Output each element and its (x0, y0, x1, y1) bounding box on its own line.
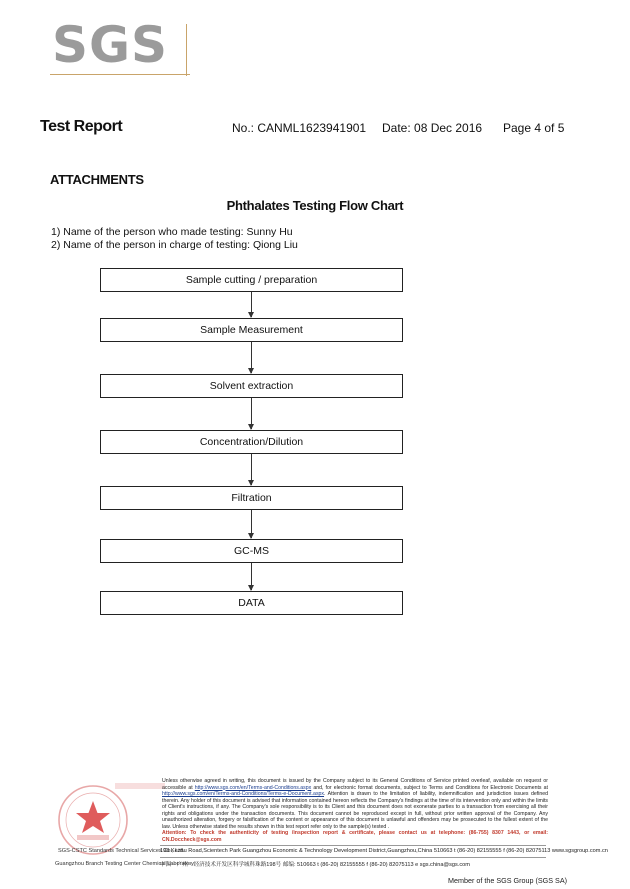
report-title: Test Report (40, 118, 123, 135)
disclaimer-part-1: Unless otherwise agreed in writing, this document is issued by the Company subject to its General Conditions of Service printed overleaf, available on request or accessible at (162, 778, 548, 791)
flow-arrow (251, 342, 252, 373)
footer-disclaimer (162, 778, 548, 843)
terms-link[interactable]: http://www.sgs.com/en/Terms-and-Conditions.aspx (194, 784, 312, 791)
e-document-terms-link[interactable]: http://www.sgs.com/en/Terms-and-Conditions/Terms-e-Document.aspx (162, 791, 325, 797)
flow-arrow (251, 398, 252, 429)
disclaimer-part-3: . Attention is drawn to the limitation of liability, indemnification and jurisdiction issues defined therein. Any holder of this document is advised that information contained hereon reflects the Company's findings at the time of its intervention only and within the limits of Client's instructions, if any. The Company's sole responsibility is to its Client and this document does not exonerate parties to a transaction from exercising all their rights and obligations under the transaction documents. This document cannot be reproduced except in full, without prior written approval of the Company. Any unauthorized alteration, forgery or falsification of the content or appearance of this document is unlawful and offenders may be prosecuted to the fullest extent of the law. Unless otherwise stated the results shown in this test report refer only to the sample(s) tested . (162, 791, 548, 830)
footer-divider (160, 845, 546, 846)
flow-step: Concentration/Dilution (100, 430, 403, 454)
lab-branch: Guangzhou Branch Testing Center Chemical Laboratory (55, 861, 194, 867)
flow-arrow (251, 563, 252, 590)
member-statement: Member of the SGS Group (SGS SA) (448, 876, 568, 885)
flow-arrow (251, 454, 252, 485)
flow-step: Filtration (100, 486, 403, 510)
flow-step: Solvent extraction (100, 374, 403, 398)
flow-arrow (251, 292, 252, 317)
authenticity-notice: Attention: To check the authenticity of testing /inspection report & certificate, please contact us at telephone: (86-755) 8307 1443, or email: CN.Doccheck@sgs.com (162, 830, 548, 843)
flow-step: Sample Measurement (100, 318, 403, 342)
flow-arrow (251, 510, 252, 538)
lab-name-en: SGS-CSTC Standards Technical Services Co., Ltd. (58, 848, 185, 854)
address-en: 198 Kezhu Road,Scientech Park Guangzhou Economic & Technology Development District,Guangzhou,China 510663 t (86-20) 82155555 f (86-20) 82075113 www.sgsgroup.com.cn (160, 848, 608, 854)
sgs-logo-text: SGS (52, 16, 169, 74)
report-date: Date: 08 Dec 2016 (382, 121, 483, 135)
tester-name: 1) Name of the person who made testing: Sunny Hu (51, 226, 293, 238)
logo-underline (50, 74, 190, 75)
footer-divider (160, 857, 546, 858)
address-cn: 中国・广州・经济技术开发区科学城科珠路198号 邮编: 510663 t (86-20) 82155555 f (86-20) 82075113 e sgs.china@sgs.com (160, 862, 470, 868)
flow-step: Sample cutting / preparation (100, 268, 403, 292)
sgs-logo (50, 16, 190, 76)
disclaimer-part-2: and, for electronic format documents, subject to Terms and Conditions for Electronic Documents at (313, 784, 548, 791)
report-number: No.: CANML1623941901 (232, 121, 367, 135)
flow-step: DATA (100, 591, 403, 615)
flow-chart-title: Phthalates Testing Flow Chart (226, 198, 404, 213)
logo-vertical-line (186, 24, 187, 76)
section-heading: ATTACHMENTS (50, 172, 144, 187)
flow-step: GC-MS (100, 539, 403, 563)
page-number: Page 4 of 5 (503, 121, 565, 135)
person-in-charge: 2) Name of the person in charge of testing: Qiong Liu (51, 239, 298, 251)
